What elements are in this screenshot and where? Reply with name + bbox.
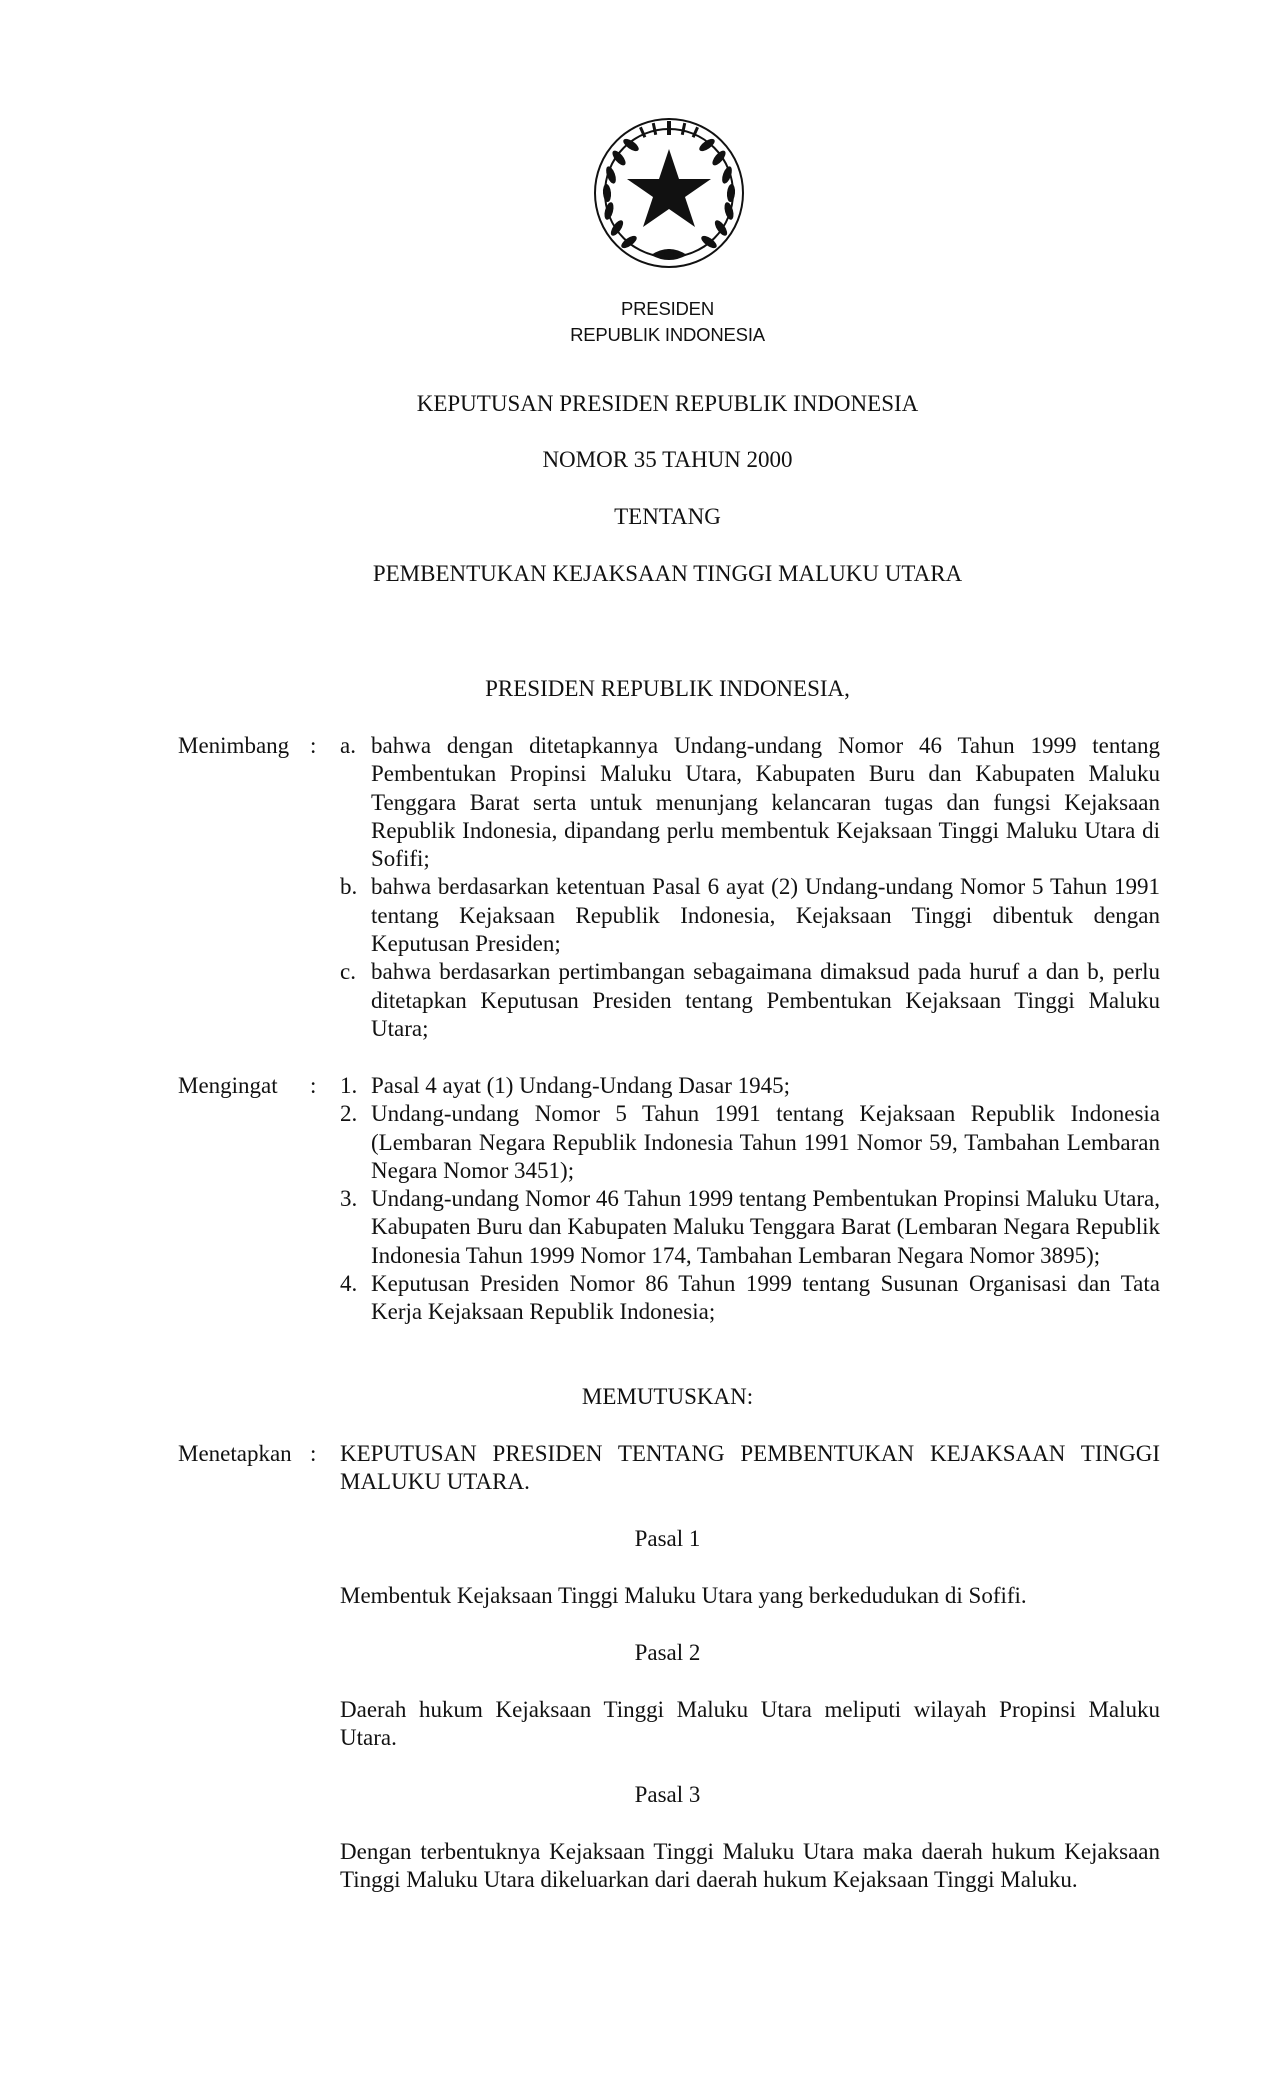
decree-about: TENTANG [614, 504, 721, 529]
list-item [340, 732, 1160, 873]
list-marker: a. [340, 733, 356, 758]
list-marker: 2. [340, 1101, 358, 1127]
decree-number: NOMOR 35 TAHUN 2000 [542, 447, 793, 472]
office-caption-line2: REPUBLIK INDONESIA [570, 324, 765, 345]
presidential-emblem-icon [589, 115, 749, 277]
list-marker: 1. [340, 1073, 358, 1098]
list-item [340, 1100, 1160, 1185]
list-item [340, 873, 1160, 958]
mengingat-list [340, 1072, 1160, 1327]
list-marker: b. [340, 874, 358, 900]
article-text: Daerah hukum Kejaksaan Tinggi Maluku Utara meliputi wilayah Propinsi Maluku Utara. [340, 1697, 1160, 1751]
list-marker: 3. [340, 1186, 358, 1212]
list-item [340, 1072, 1160, 1100]
mengingat-label-text: Mengingat [178, 1073, 278, 1098]
decree-title: KEPUTUSAN PRESIDEN REPUBLIK INDONESIA [416, 391, 919, 416]
list-marker: c. [340, 959, 356, 985]
mengingat-colon: : [310, 1073, 317, 1098]
menimbang-label-text: Menimbang [178, 733, 290, 758]
list-item [340, 958, 1160, 1043]
article-heading: Pasal 2 [634, 1640, 701, 1665]
menetapkan-label-text: Menetapkan [178, 1441, 292, 1466]
list-item-text: Undang-undang Nomor 46 Tahun 1999 tentang Pembentukan Propinsi Maluku Utara, Kabupaten Buru dan Kabupaten Maluku Tenggara Barat (Lembaran Negara Republik Indonesia Tahun 1999 Nomor 174, Tambahan Lembaran Negara Nomor 3895); [371, 1186, 1160, 1268]
mengingat-label [178, 1072, 317, 1100]
list-item [340, 1270, 1160, 1327]
list-marker: 4. [340, 1271, 358, 1297]
list-item-text: bahwa dengan ditetapkannya Undang-undang Nomor 46 Tahun 1999 tentang Pembentukan Propinsi Maluku Utara, Kabupaten Buru dan Kabupaten Maluku Tenggara Barat serta untuk menunjang kelancaran tugas dan fungsi Kejaksaan Republik Indonesia, dipandang perlu membentuk Kejaksaan Tinggi Maluku Utara di Sofifi; [371, 733, 1160, 872]
menimbang-list [340, 732, 1160, 1043]
article-text: Dengan terbentuknya Kejaksaan Tinggi Maluku Utara maka daerah hukum Kejaksaan Tinggi Maluku Utara dikeluarkan dari daerah hukum Kejaksaan Tinggi Maluku. [340, 1839, 1160, 1893]
menetapkan-colon: : [310, 1441, 317, 1466]
memutuskan-heading: MEMUTUSKAN: [581, 1384, 754, 1409]
decree-subject: PEMBENTUKAN KEJAKSAAN TINGGI MALUKU UTARA [372, 561, 963, 586]
list-item [340, 1185, 1160, 1270]
list-item-text: bahwa berdasarkan pertimbangan sebagaimana dimaksud pada huruf a dan b, perlu ditetapkan Keputusan Presiden tentang Pembentukan Kejaksaan Tinggi Maluku Utara; [371, 959, 1160, 1041]
list-item-text: Undang-undang Nomor 5 Tahun 1991 tentang Kejaksaan Republik Indonesia (Lembaran Negara Republik Indonesia Tahun 1991 Nomor 59, Tambahan Lembaran Negara Nomor 3451); [371, 1101, 1160, 1183]
issuer-heading: PRESIDEN REPUBLIK INDONESIA, [485, 676, 850, 701]
list-item-text: Keputusan Presiden Nomor 86 Tahun 1999 tentang Susunan Organisasi dan Tata Kerja Kejaksaan Republik Indonesia; [371, 1271, 1160, 1325]
menetapkan-text: KEPUTUSAN PRESIDEN TENTANG PEMBENTUKAN KEJAKSAAN TINGGI MALUKU UTARA. [340, 1441, 1160, 1495]
menetapkan-label [178, 1440, 317, 1468]
menimbang-colon: : [310, 733, 317, 758]
list-item-text: Pasal 4 ayat (1) Undang-Undang Dasar 1945; [371, 1073, 790, 1098]
menimbang-label [178, 732, 317, 760]
article-heading: Pasal 3 [634, 1782, 701, 1807]
office-caption-line1: PRESIDEN [621, 298, 714, 319]
article-heading: Pasal 1 [634, 1526, 701, 1551]
list-item-text: bahwa berdasarkan ketentuan Pasal 6 ayat (2) Undang-undang Nomor 5 Tahun 1991 tentang Kejaksaan Republik Indonesia, Kejaksaan Tinggi dibentuk dengan Keputusan Presiden; [371, 874, 1160, 957]
article-text: Membentuk Kejaksaan Tinggi Maluku Utara yang berkedudukan di Sofifi. [340, 1583, 1027, 1608]
